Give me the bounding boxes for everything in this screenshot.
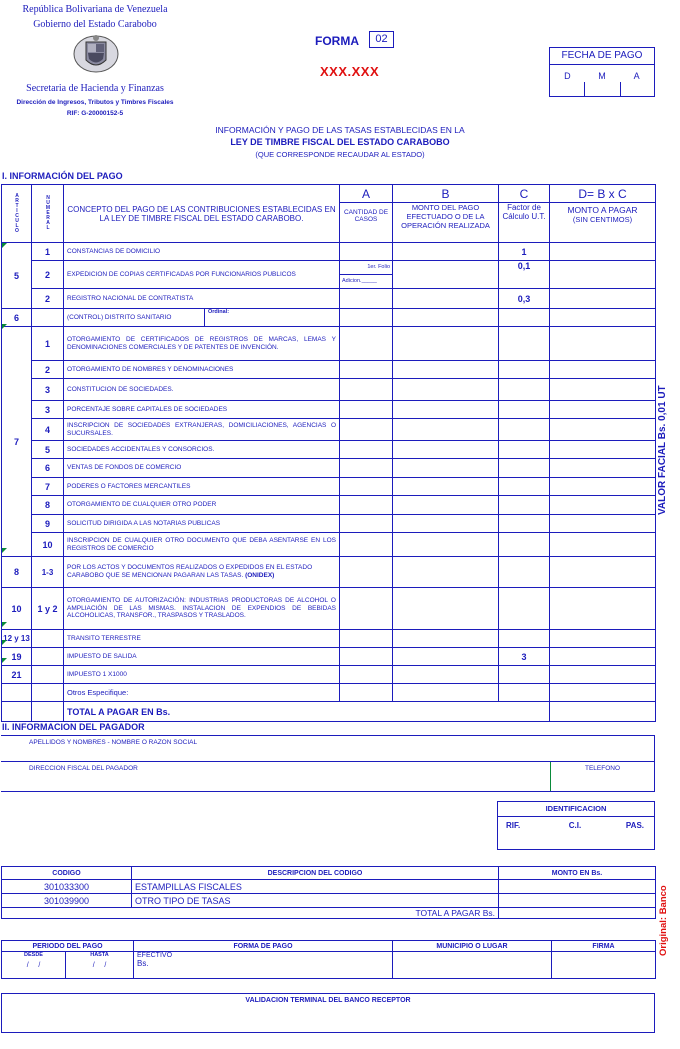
desde-slashes: / / — [26, 962, 41, 969]
cell-a[interactable] — [340, 648, 393, 666]
table-row-concepto: IMPUESTO DE SALIDA — [64, 648, 340, 666]
firma-cell[interactable] — [552, 952, 656, 979]
table-row-num: 6 — [32, 459, 64, 478]
fecha-mes[interactable]: M — [598, 71, 606, 81]
cell-c[interactable] — [499, 309, 550, 327]
table-row-num — [32, 684, 64, 702]
table-row-concepto: EXPEDICION DE COPIAS CERTIFICADAS POR FUNCIONARIOS PUBLICOS — [64, 261, 340, 289]
original-banco-label: Original: Banco — [658, 885, 669, 957]
apellidos-field[interactable] — [1, 736, 654, 762]
cell-a[interactable] — [340, 557, 393, 588]
cell-c: 0,3 — [499, 289, 550, 309]
table-row-concepto: SOCIEDADES ACCIDENTALES Y CONSORCIOS. — [64, 441, 340, 459]
table-row-concepto: OTORGAMIENTO DE NOMBRES Y DENOMINACIONES — [64, 361, 340, 379]
cell-b[interactable] — [393, 401, 499, 419]
cell-a[interactable] — [340, 630, 393, 648]
table-row-num: 3 — [32, 379, 64, 401]
cell-d[interactable] — [550, 327, 656, 361]
forma-label: FORMA — [315, 34, 359, 48]
cell-d[interactable] — [550, 515, 656, 533]
table-row-concepto: VENTAS DE FONDOS DE COMERCIO — [64, 459, 340, 478]
col-b-sub: MONTO DEL PAGO EFECTUADO O DE LA OPERACIÓN REALIZADA — [393, 203, 499, 243]
cell-b[interactable] — [393, 630, 499, 648]
cell-b[interactable] — [393, 441, 499, 459]
folio-label: 1er. Folio — [340, 261, 392, 275]
col-codigo-header: CODIGO — [2, 867, 132, 880]
table-row-num — [32, 630, 64, 648]
cell-a[interactable] — [340, 419, 393, 441]
ci-option[interactable]: C.I. — [568, 821, 582, 830]
header-rif: RIF: G-20000152-5 — [66, 110, 124, 117]
code-description: OTRO TIPO DE TASAS — [132, 894, 499, 908]
cell-c[interactable] — [499, 327, 550, 361]
table-row-num — [32, 309, 64, 327]
table-row-concepto: PODERES O FACTORES MERCANTILES — [64, 478, 340, 496]
cell-c: 0,1 — [499, 261, 550, 289]
col-d-header: D= B x C — [550, 185, 656, 203]
table-row-num: 1 — [32, 243, 64, 261]
cell-a[interactable] — [340, 327, 393, 361]
cell-c[interactable] — [499, 557, 550, 588]
cell-a-folio[interactable] — [340, 261, 393, 289]
cell-d[interactable] — [550, 588, 656, 630]
cell-d[interactable] — [550, 496, 656, 515]
cell-a[interactable] — [340, 289, 393, 309]
table-row-num — [32, 702, 64, 722]
fecha-pago-label: FECHA DE PAGO — [550, 48, 654, 65]
table-row-concepto: PORCENTAJE SOBRE CAPITALES DE SOCIEDADES — [64, 401, 340, 419]
cell-c[interactable] — [499, 533, 550, 557]
cell-b[interactable] — [393, 379, 499, 401]
table-row-num: 5 — [32, 441, 64, 459]
fecha-dia[interactable]: D — [564, 71, 571, 81]
cell-c[interactable] — [499, 496, 550, 515]
identificacion-label: IDENTIFICACION — [498, 802, 654, 817]
cell-d[interactable] — [550, 557, 656, 588]
cell-d[interactable] — [550, 533, 656, 557]
cell-d[interactable] — [550, 648, 656, 666]
cell-b[interactable] — [393, 515, 499, 533]
otros-especifique[interactable]: Otros Especifique: — [64, 684, 340, 702]
cell-d[interactable] — [550, 478, 656, 496]
header-line-1: República Bolivariana de Venezuela — [22, 4, 168, 15]
total-value[interactable] — [550, 702, 656, 722]
cell-c: 3 — [499, 648, 550, 666]
code-value: 301039900 — [2, 894, 132, 908]
table-row-num: 7 — [32, 478, 64, 496]
cell-a[interactable] — [340, 309, 393, 327]
table-row-num: 9 — [32, 515, 64, 533]
cell-b[interactable] — [393, 289, 499, 309]
info-line-3: (QUE CORRESPONDE RECAUDAR AL ESTADO) — [255, 150, 425, 159]
table-row-num: 10 — [32, 533, 64, 557]
cell-b[interactable] — [393, 684, 499, 702]
col-c-sub: Factor de Cálculo U.T. — [499, 203, 550, 243]
table-row-concepto: OTORGAMIENTO DE CERTIFICADOS DE REGISTROS DE MARCAS, LEMAS Y DENOMINACIONES COMERCIALES Y DE PATENTES DE INVENCIÓN. — [64, 327, 340, 361]
ordinal-label: Ordinal: — [204, 309, 229, 326]
table-row-art — [2, 684, 32, 702]
table-row-concepto: INSCRIPCION DE SOCIEDADES EXTRANJERAS, DOMICILIACIONES, AGENCIAS O SUCURSALES. — [64, 419, 340, 441]
concepto-text: POR LOS ACTOS Y DOCUMENTOS REALIZADOS O EXPEDIDOS EN EL ESTADO CARABOBO QUE SE MENCIONAN PAGARAN LAS TASAS. — [67, 564, 313, 579]
table-row-num — [32, 648, 64, 666]
rif-option[interactable]: RIF. — [506, 821, 521, 830]
firma-header: FIRMA — [552, 941, 656, 952]
code-monto[interactable] — [499, 894, 656, 908]
direccion-field[interactable] — [1, 762, 550, 791]
table-row-art: 21 — [2, 666, 32, 684]
col-c-header: C — [499, 185, 550, 203]
cell-b[interactable] — [393, 361, 499, 379]
col-d-sub — [550, 203, 656, 243]
header-line-2: Gobierno del Estado Carabobo — [33, 19, 157, 30]
cell-a[interactable] — [340, 379, 393, 401]
cell-b[interactable] — [393, 648, 499, 666]
table-row-num: 8 — [32, 496, 64, 515]
coat-of-arms-icon — [72, 32, 120, 76]
hasta-cell[interactable] — [66, 952, 134, 979]
table-row-num: 1 y 2 — [32, 588, 64, 630]
cell-c[interactable] — [499, 401, 550, 419]
table-row-num: 2 — [32, 361, 64, 379]
cell-b[interactable] — [393, 666, 499, 684]
valor-facial-side-text: VALOR FACIAL Bs. 0,01 UT — [657, 385, 668, 515]
fecha-pago-box — [549, 47, 655, 97]
table-row-concepto: CONSTITUCION DE SOCIEDADES. — [64, 379, 340, 401]
cell-b[interactable] — [393, 533, 499, 557]
table-row-num: 1 — [32, 327, 64, 361]
table-row-concepto: IMPUESTO 1 X1000 — [64, 666, 340, 684]
table-row-art — [2, 702, 32, 722]
forma-pago-cell[interactable] — [134, 952, 393, 979]
table-row-num: 1-3 — [32, 557, 64, 588]
table-row-num: 4 — [32, 419, 64, 441]
col-monto-header: MONTO EN Bs. — [499, 867, 656, 880]
cell-d[interactable] — [550, 419, 656, 441]
col-a-sub: CANTIDAD DE CASOS — [340, 203, 393, 243]
code-monto[interactable] — [499, 880, 656, 894]
col-b-header: B — [393, 185, 499, 203]
cell-d[interactable] — [550, 684, 656, 702]
cell-b[interactable] — [393, 243, 499, 261]
cell-c[interactable] — [499, 361, 550, 379]
cell-b[interactable] — [393, 261, 499, 289]
cell-b[interactable] — [393, 478, 499, 496]
cell-d[interactable] — [550, 630, 656, 648]
table-row-art: 12 y 13 — [2, 630, 32, 648]
cell-c[interactable] — [499, 459, 550, 478]
cell-b[interactable] — [393, 459, 499, 478]
table-row-art: 6 — [2, 309, 32, 327]
cell-a[interactable] — [340, 441, 393, 459]
municipio-header: MUNICIPIO O LUGAR — [393, 941, 552, 952]
col-numeral-header: NUMERAL — [32, 185, 64, 243]
cell-b[interactable] — [393, 496, 499, 515]
cell-d[interactable] — [550, 361, 656, 379]
code-description: ESTAMPILLAS FISCALES — [132, 880, 499, 894]
section2-title: II. INFORMACION DEL PAGADOR — [2, 722, 145, 732]
pas-option[interactable]: PAS. — [625, 821, 644, 830]
cell-a[interactable] — [340, 496, 393, 515]
table-row-concepto: OTORGAMIENTO DE CUALQUIER OTRO PODER — [64, 496, 340, 515]
cell-d[interactable] — [550, 441, 656, 459]
municipio-cell[interactable] — [393, 952, 552, 979]
cell-b[interactable] — [393, 557, 499, 588]
table-row-art: 7 — [2, 327, 32, 557]
validacion-label: VALIDACION TERMINAL DEL BANCO RECEPTOR — [245, 997, 411, 1004]
table-row-art: 8 — [2, 557, 32, 588]
cell-d[interactable] — [550, 261, 656, 289]
forma-number: 02 — [369, 31, 394, 48]
cell-c[interactable] — [499, 588, 550, 630]
cell-a[interactable] — [340, 478, 393, 496]
telefono-label: TELEFONO — [585, 765, 621, 772]
cell-d[interactable] — [550, 379, 656, 401]
fecha-ano[interactable]: A — [633, 71, 640, 81]
efectivo-label: EFECTIVO — [137, 952, 173, 959]
table-row-art: 19 — [2, 648, 32, 666]
col-d-sub-1: MONTO A PAGAR — [567, 205, 638, 215]
cell-a[interactable] — [340, 684, 393, 702]
cell-a[interactable] — [340, 588, 393, 630]
info-line-1: INFORMACIÓN Y PAGO DE LAS TASAS ESTABLECIDAS EN LA — [215, 125, 465, 135]
cell-a[interactable] — [340, 243, 393, 261]
pagador-box — [1, 735, 655, 792]
identificacion-box — [497, 801, 655, 850]
table-row-concepto: SOLICITUD DIRIGIDA A LAS NOTARIAS PUBLICAS — [64, 515, 340, 533]
cell-d[interactable] — [550, 666, 656, 684]
cell-b[interactable] — [393, 588, 499, 630]
table-row-num: 2 — [32, 261, 64, 289]
cell-c[interactable] — [499, 515, 550, 533]
table-row-num: 2 — [32, 289, 64, 309]
cell-c: 1 — [499, 243, 550, 261]
cell-c[interactable] — [499, 478, 550, 496]
info-line-2: LEY DE TIMBRE FISCAL DEL ESTADO CARABOBO — [230, 137, 450, 147]
table-row-concepto: TRANSITO TERRESTRE — [64, 630, 340, 648]
cell-c[interactable] — [499, 419, 550, 441]
bs-label: Bs. — [137, 959, 149, 968]
col-concepto-header: CONCEPTO DEL PAGO DE LAS CONTRIBUCIONES ESTABLECIDAS EN LA LEY DE TIMBRE FISCAL DEL ESTADO CARABOBO. — [64, 185, 340, 243]
cell-b[interactable] — [393, 309, 499, 327]
onidex-label: (ONIDEX) — [245, 572, 275, 579]
codes-total-label: TOTAL A PAGAR Bs. — [2, 908, 499, 919]
cell-a[interactable] — [340, 459, 393, 478]
table-row-art: 10 — [2, 588, 32, 630]
cell-a[interactable] — [340, 401, 393, 419]
hasta-slashes: / / — [92, 962, 107, 969]
header-line-3: Secretaria de Hacienda y Finanzas — [26, 83, 164, 94]
forma-pago-header: FORMA DE PAGO — [134, 941, 393, 952]
table-row-concepto: CONSTANCIAS DE DOMICILIO — [64, 243, 340, 261]
adicion-label: Adicion._____ — [342, 278, 377, 284]
serial-number: XXX.XXX — [320, 64, 380, 79]
desde-cell[interactable] — [2, 952, 66, 979]
table-row-art: 5 — [2, 243, 32, 309]
section1-title: I. INFORMACIÓN DEL PAGO — [2, 171, 123, 181]
col-a-header: A — [340, 185, 393, 203]
col-descripcion-header: DESCRIPCION DEL CODIGO — [132, 867, 499, 880]
payment-info-table — [1, 184, 656, 722]
table-row-concepto — [64, 557, 340, 588]
apellidos-label: APELLIDOS Y NOMBRES - NOMBRE O RAZON SOCIAL — [29, 739, 198, 746]
code-value: 301033300 — [2, 880, 132, 894]
table-row-num: 3 — [32, 401, 64, 419]
cell-a[interactable] — [340, 515, 393, 533]
cell-c[interactable] — [499, 684, 550, 702]
periodo-header: PERIODO DEL PAGO — [2, 941, 134, 952]
hasta-label: HASTA — [90, 952, 109, 958]
cell-a[interactable] — [340, 666, 393, 684]
codes-total-value[interactable] — [499, 908, 656, 919]
table-row-concepto — [64, 309, 340, 327]
cell-c[interactable] — [499, 379, 550, 401]
concepto-text: (CONTROL) DISTRITO SANITARIO — [67, 313, 172, 321]
total-label: TOTAL A PAGAR EN Bs. — [64, 702, 550, 722]
col-d-sub-2: (SIN CENTIMOS) — [572, 215, 633, 224]
codes-table — [1, 866, 656, 919]
cell-d[interactable] — [550, 289, 656, 309]
cell-d[interactable] — [550, 243, 656, 261]
direccion-label: DIRECCION FISCAL DEL PAGADOR — [29, 765, 138, 772]
cell-c[interactable] — [499, 666, 550, 684]
table-row-concepto: OTORGAMIENTO DE AUTORIZACIÓN: INDUSTRIAS PRODUCTORAS DE ALCOHOL O AMPLIACIÓN DE LAS MISMAS. INSTALACION DE EXPENDIOS DE BEBIDAS ALCOHOLICAS, TRANSFOR., TRASPASOS Y TRASLADOS. — [64, 588, 340, 630]
cell-b[interactable] — [393, 327, 499, 361]
validacion-box — [1, 993, 655, 1033]
header-line-4: Dirección de Ingresos, Tributos y Timbres Fiscales — [16, 99, 174, 106]
table-row-concepto: REGISTRO NACIONAL DE CONTRATISTA — [64, 289, 340, 309]
cell-c[interactable] — [499, 630, 550, 648]
table-row-concepto: INSCRIPCION DE CUALQUIER OTRO DOCUMENTO QUE DEBA ASENTARSE EN LOS REGISTROS DE COMERCIO — [64, 533, 340, 557]
cell-c[interactable] — [499, 441, 550, 459]
table-row-num — [32, 666, 64, 684]
cell-d[interactable] — [550, 401, 656, 419]
cell-a[interactable] — [340, 361, 393, 379]
cell-b[interactable] — [393, 419, 499, 441]
cell-d[interactable] — [550, 459, 656, 478]
cell-a[interactable] — [340, 533, 393, 557]
col-articulo-header: ARTICULO — [2, 185, 32, 243]
payment-table — [1, 940, 656, 979]
desde-label: DESDE — [24, 952, 43, 958]
cell-d[interactable] — [550, 309, 656, 327]
